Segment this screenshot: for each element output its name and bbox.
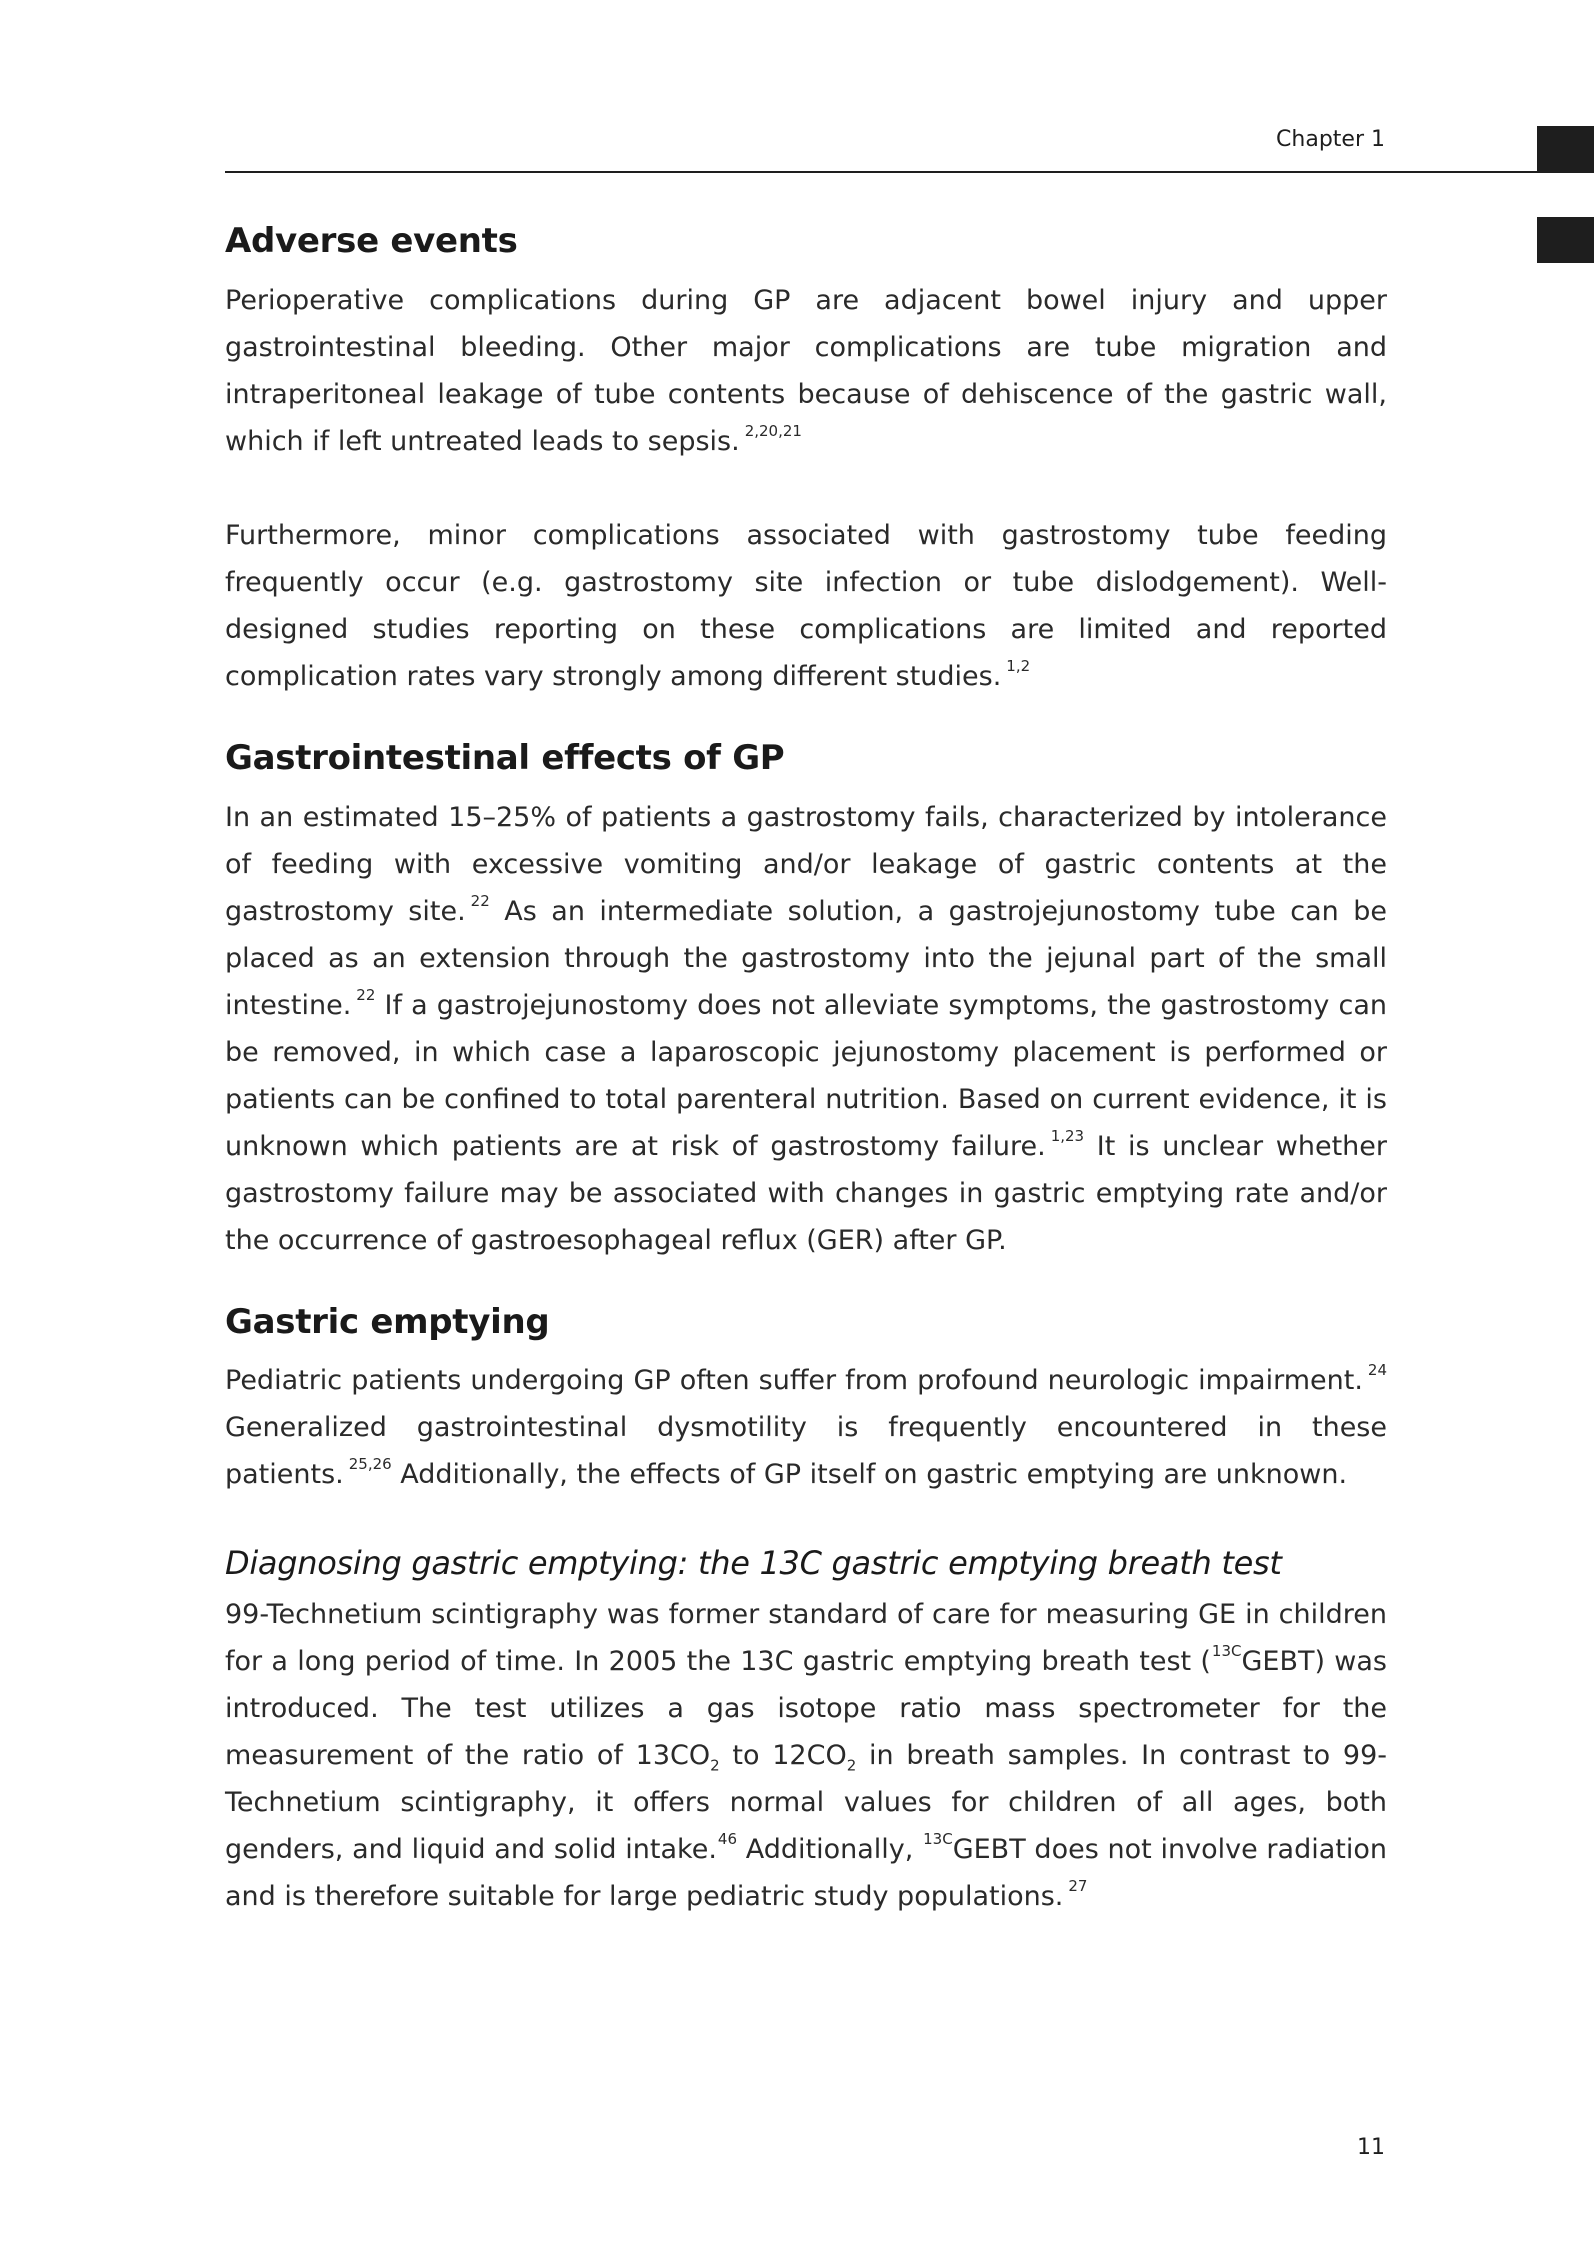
paragraph-text: In an estimated 15–25% of patients a gastrostomy fails, characterized by intolerance of feeding with excessive vomiting and/or leakage of gastric contents at the gastrostomy site. <box>225 802 1387 927</box>
paragraph-text: GEBT does not involve radiation and is therefore suitable for large pediatric study populations. <box>225 1834 1387 1912</box>
paragraph-text: Pediatric patients undergoing GP often suffer from profound neurologic impairment. <box>225 1365 1363 1396</box>
paragraph-text: Perioperative complications during GP are adjacent bowel injury and upper gastrointestinal bleeding. Other major complications are tube migration and intraperitoneal leakage of tube contents because of dehiscence of the gastric wall, which if left untreated leads to sepsis. <box>225 285 1387 457</box>
citation-ref: 24 <box>1367 1361 1387 1379</box>
citation-ref: 27 <box>1068 1877 1088 1895</box>
citation-ref: 46 <box>717 1830 738 1848</box>
citation-ref: 1,23 <box>1050 1127 1085 1145</box>
paragraph-text: in breath samples. In contrast to 99-Technetium scintigraphy, it offers normal values for children of all ages, both genders, and liquid and solid intake. <box>225 1740 1387 1865</box>
isotope-superscript: 13C <box>1211 1642 1242 1660</box>
citation-ref: 1,2 <box>1006 657 1031 675</box>
subscript: 2 <box>710 1756 720 1775</box>
paragraph-text: Furthermore, minor complications associated with gastrostomy tube feeding frequently occur (e.g. gastrostomy site infection or tube dislodgement). Well-designed studies reporting on these complications are limited and reported complication rates vary strongly among different studies. <box>225 520 1387 692</box>
paragraph-text: 99-Technetium scintigraphy was former standard of care for measuring GE in children for a long period of time. In 2005 the 13C gastric emptying breath test ( <box>225 1599 1387 1677</box>
section-heading-gastric-emptying: Gastric emptying <box>225 1302 550 1342</box>
paragraph-text: It is unclear whether gastrostomy failure may be associated with changes in gastric emptying rate and/or the occurrence of gastroesophageal reflux (GER) after GP. <box>225 1131 1387 1256</box>
paragraph-text: Additionally, the effects of GP itself on gastric emptying are unknown. <box>400 1459 1348 1490</box>
citation-ref: 25,26 <box>348 1455 392 1473</box>
section-heading-gi-effects: Gastrointestinal effects of GP <box>225 738 785 778</box>
paragraph-adverse-1 <box>225 277 1387 465</box>
chapter-label: Chapter 1 <box>1276 127 1385 152</box>
section-heading-adverse-events: Adverse events <box>225 221 518 261</box>
paragraph-text: to 12CO <box>719 1740 847 1771</box>
citation-ref: 22 <box>356 986 376 1004</box>
paragraph-text: As an intermediate solution, a gastrojejunostomy tube can be placed as an extension through the gastrostomy into the jejunal part of the small intestine. <box>225 896 1387 1021</box>
chapter-tab-marker <box>1537 126 1594 171</box>
paragraph-gi-effects <box>225 794 1387 1264</box>
paragraph-text: Additionally, <box>745 1834 914 1865</box>
paragraph-text: Generalized gastrointestinal dysmotility is frequently encountered in these patients. <box>225 1412 1387 1490</box>
subscript: 2 <box>846 1756 857 1775</box>
chapter-tab-marker <box>1537 217 1594 263</box>
citation-ref: 2,20,21 <box>744 422 802 440</box>
subsection-heading-breath-test: Diagnosing gastric emptying: the 13C gastric emptying breath test <box>225 1544 1282 1582</box>
paragraph-breath-test <box>225 1591 1387 1920</box>
page-number: 11 <box>1357 2135 1385 2160</box>
citation-ref: 22 <box>470 892 490 910</box>
paragraph-text: GEBT) was introduced. The test utilizes a gas isotope ratio mass spectrometer for the measurement of the ratio of 13CO <box>225 1646 1387 1771</box>
isotope-superscript: 13C <box>923 1830 953 1848</box>
paragraph-text: If a gastrojejunostomy does not alleviate symptoms, the gastrostomy can be removed, in which case a laparoscopic jejunostomy placement is performed or patients can be confined to total parenteral nutrition. Based on current evidence, it is unknown which patients are at risk of gastrostomy failure. <box>225 990 1387 1162</box>
paragraph-adverse-2 <box>225 512 1387 700</box>
paragraph-gastric-emptying <box>225 1357 1387 1498</box>
header-rule <box>225 171 1594 173</box>
